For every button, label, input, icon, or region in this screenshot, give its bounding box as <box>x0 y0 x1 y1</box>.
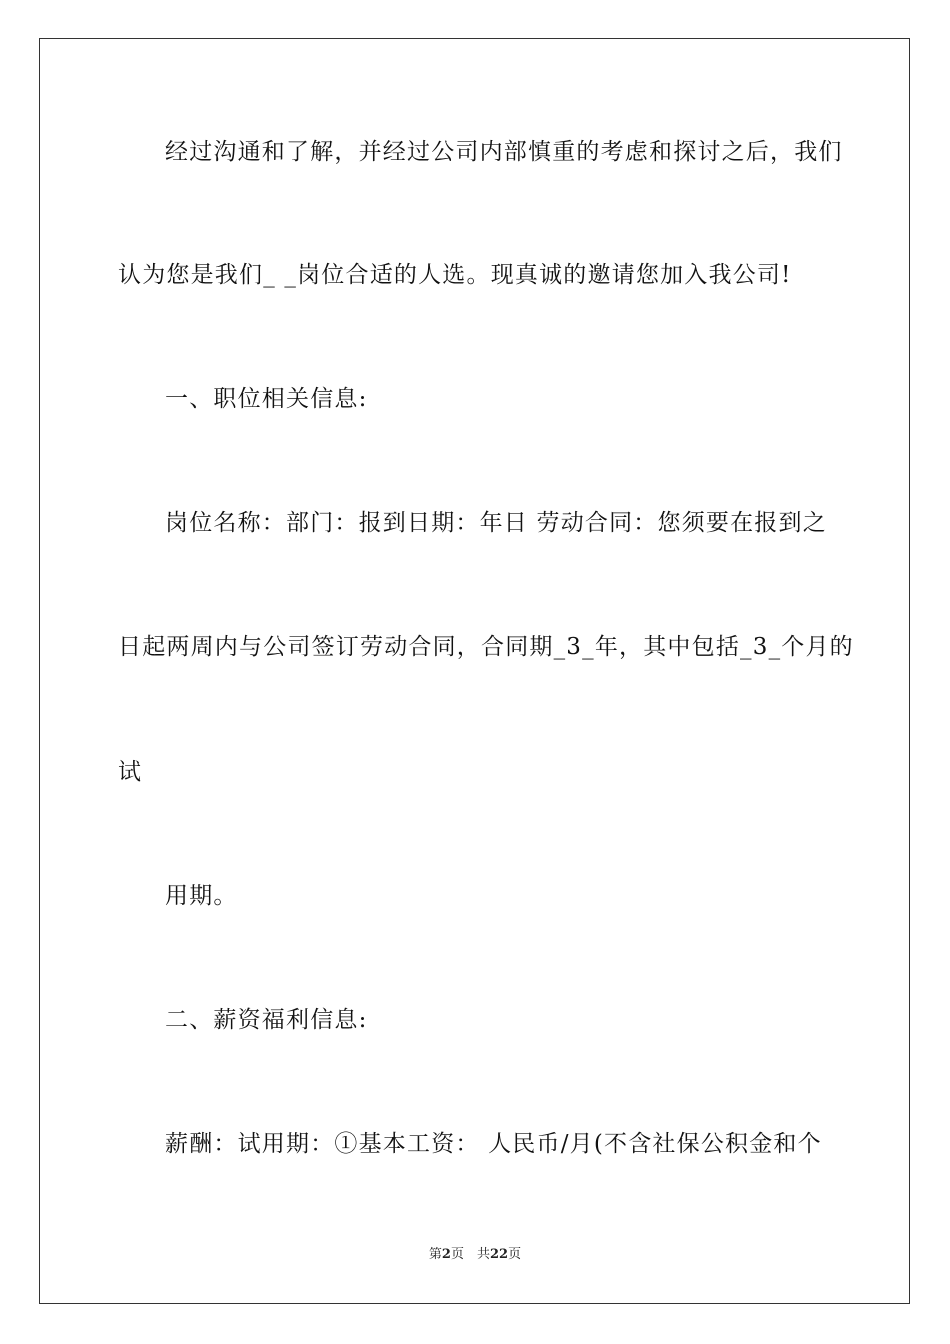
page-footer <box>0 1246 950 1264</box>
paragraph-line: 试 <box>118 759 143 785</box>
paragraph-line: 认为您是我们_ _岗位合适的人选。现真诚的邀请您加入我公司! <box>118 262 792 288</box>
page-border <box>39 38 910 1304</box>
footer-page-mid: 页 共 <box>450 1247 490 1262</box>
footer-total-pages: 22 <box>489 1247 509 1262</box>
footer-page-suffix: 页 <box>508 1247 522 1262</box>
paragraph-line: 薪酬：试用期：①基本工资： 人民币/月(不含社保公积金和个 <box>165 1131 822 1157</box>
paragraph-line: 岗位名称：部门：报到日期：年日 劳动合同：您须要在报到之 <box>165 510 827 536</box>
section-heading-position: 一、职位相关信息: <box>165 386 368 412</box>
paragraph-line: 日起两周内与公司签订劳动合同，合同期_3_年，其中包括_3_个月的 <box>118 634 854 660</box>
footer-page-prefix: 第 <box>428 1247 442 1262</box>
paragraph-line: 用期。 <box>165 883 238 909</box>
footer-current-page: 2 <box>441 1247 451 1262</box>
paragraph-line: 经过沟通和了解，并经过公司内部慎重的考虑和探讨之后，我们 <box>165 139 843 165</box>
section-heading-salary: 二、薪资福利信息: <box>165 1007 368 1033</box>
